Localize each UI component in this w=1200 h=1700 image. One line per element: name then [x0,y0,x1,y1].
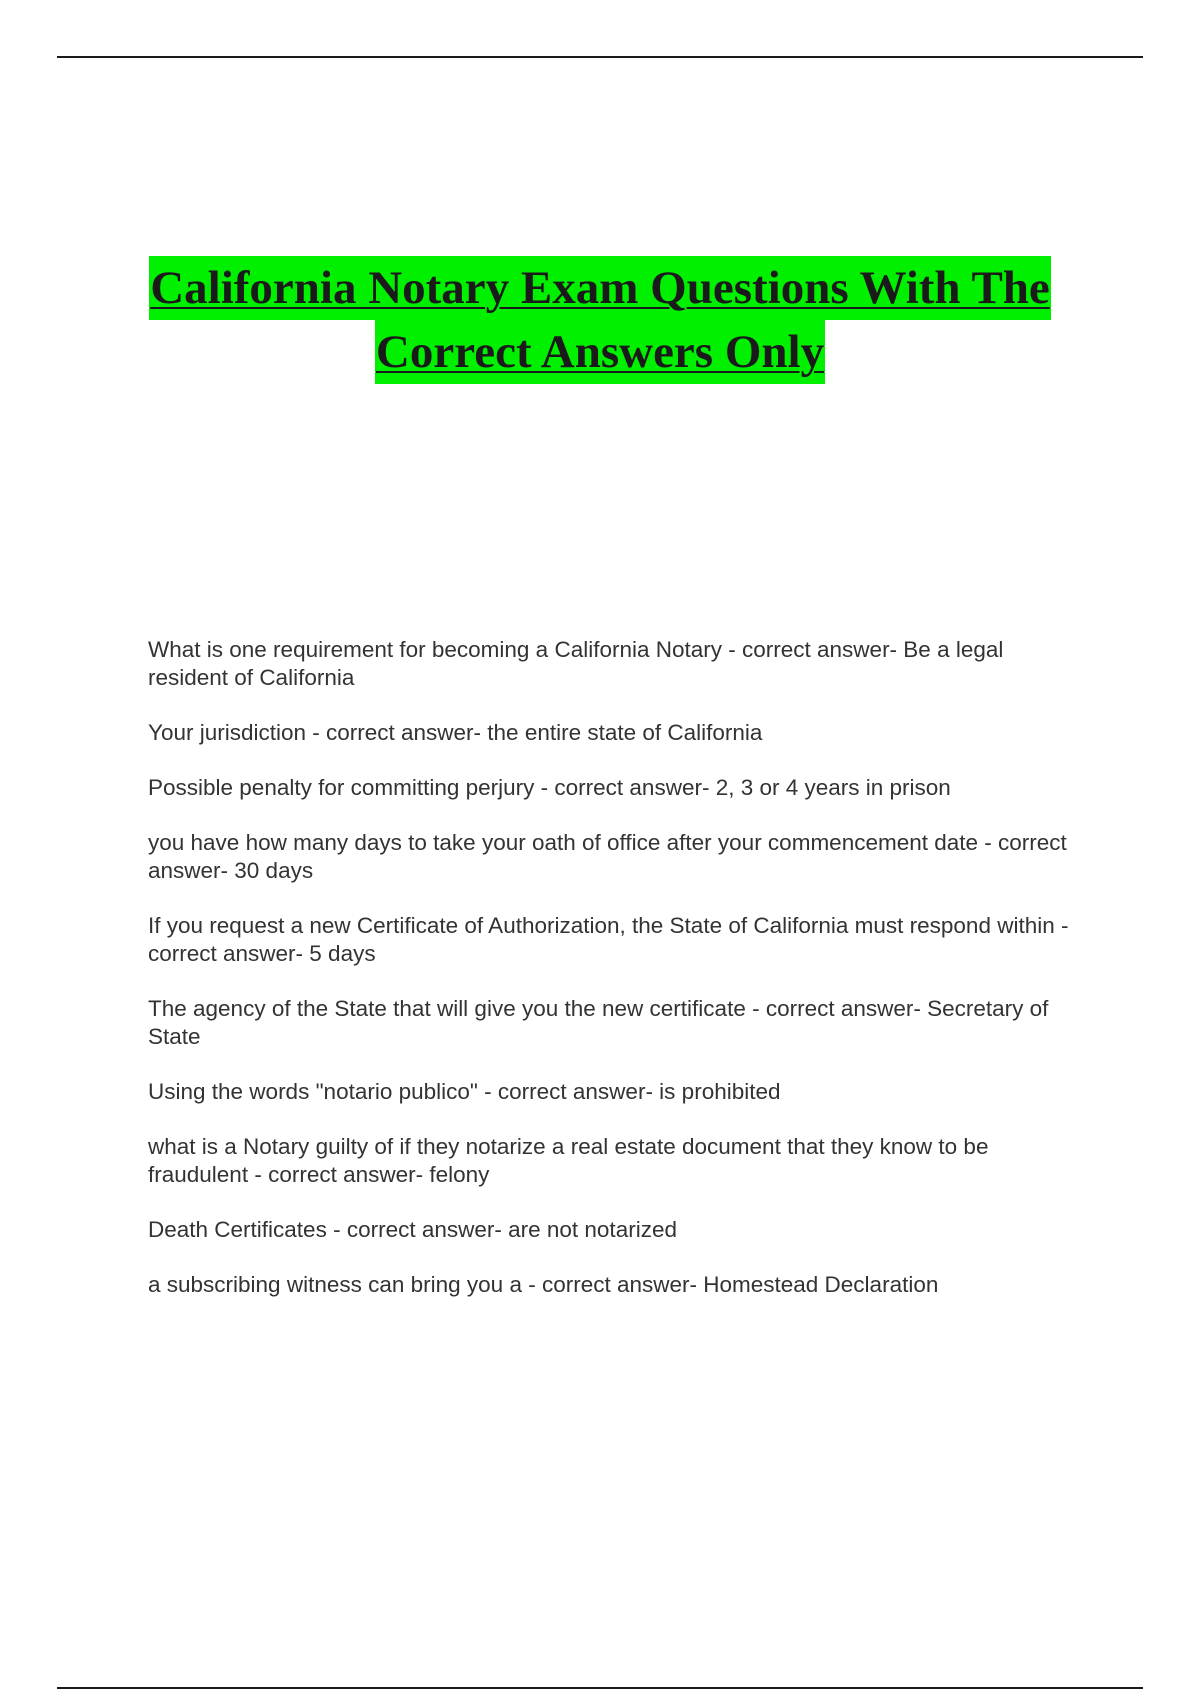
qa-item: If you request a new Certificate of Authorization, the State of California must respond within - correct answer- 5 days [148,913,1069,966]
title-line-1: California Notary Exam Questions With The [149,256,1051,320]
bottom-rule [57,1687,1143,1689]
qa-item: Your jurisdiction - correct answer- the entire state of California [148,720,763,745]
question-answer-list [148,636,1078,1326]
title-line-2: Correct Answers Only [375,320,825,384]
qa-item: Death Certificates - correct answer- are not notarized [148,1217,677,1242]
qa-item: a subscribing witness can bring you a - correct answer- Homestead Declaration [148,1272,939,1297]
qa-item: you have how many days to take your oath of office after your commencement date - correct answer- 30 days [148,830,1067,883]
top-rule [57,56,1143,58]
qa-item: Possible penalty for committing perjury - correct answer- 2, 3 or 4 years in prison [148,775,951,800]
qa-item: The agency of the State that will give you the new certificate - correct answer- Secretary of State [148,996,1049,1049]
qa-item: Using the words "notario publico" - correct answer- is prohibited [148,1079,781,1104]
qa-item: what is a Notary guilty of if they notarize a real estate document that they know to be fraudulent - correct answer- felony [148,1134,989,1187]
qa-item: What is one requirement for becoming a California Notary - correct answer- Be a legal resident of California [148,637,1004,690]
document-title [60,256,1140,384]
